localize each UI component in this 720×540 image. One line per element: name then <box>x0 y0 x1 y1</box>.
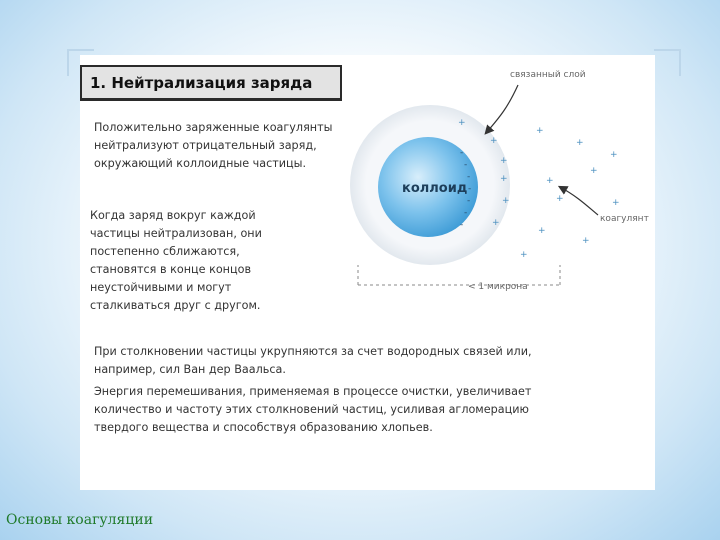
paragraph-collision: При столкновении частицы укрупняются за счет водородных связей или, например, сил Ван дер Ваальса. <box>94 345 532 376</box>
svg-text:+: + <box>492 218 500 228</box>
svg-text:+: + <box>500 174 508 184</box>
svg-text:-: - <box>464 160 468 170</box>
slide-title: 1. Нейтрализация заряда <box>80 65 342 101</box>
svg-text:+: + <box>576 138 584 148</box>
svg-text:+: + <box>556 194 564 204</box>
svg-text:+: + <box>500 156 508 166</box>
colloid-label: коллоид <box>402 181 468 196</box>
svg-text:-: - <box>467 172 471 182</box>
colloid-diagram <box>350 55 655 315</box>
paragraph-mixing: Энергия перемешивания, применяемая в процессе очистки, увеличивает количество и частоту этих столкновений частиц, усиливая агломерацию твердого вещества и способствуя образованию хлопьев. <box>94 385 532 434</box>
svg-text:+: + <box>520 250 528 260</box>
svg-text:+: + <box>502 196 510 206</box>
svg-text:+: + <box>536 126 544 136</box>
size-dimension <box>358 265 560 285</box>
slide-content <box>80 55 655 490</box>
svg-text:+: + <box>538 226 546 236</box>
svg-text:+: + <box>546 176 554 186</box>
coagulant-arrow <box>560 187 598 215</box>
paragraph-neutralization: Положительно заряженные коагулянты нейтрализуют отрицательный заряд, окружающий коллоидные частицы. <box>94 121 333 170</box>
svg-text:-: - <box>460 220 464 230</box>
coagulant-label: коагулянт <box>600 214 649 224</box>
svg-text:-: - <box>460 148 464 158</box>
size-label: < 1 микрона <box>468 282 528 292</box>
svg-text:+: + <box>610 150 618 160</box>
frame-corner-top-right <box>652 48 682 78</box>
paragraph-approach: Когда заряд вокруг каждой частицы нейтрализован, они постепенно сближаются, становятся в конце концов неустойчивыми и могут сталкиваться друг с другом. <box>90 209 262 312</box>
svg-text:+: + <box>490 136 498 146</box>
svg-text:-: - <box>468 184 472 194</box>
footer-title: Основы коагуляции <box>6 512 154 528</box>
frame-corner-top-left <box>66 48 96 78</box>
bound-layer-arrow <box>486 85 518 133</box>
svg-text:-: - <box>467 196 471 206</box>
svg-text:-: - <box>464 208 468 218</box>
svg-text:+: + <box>590 166 598 176</box>
bound-layer-label: связанный слой <box>510 70 586 80</box>
svg-text:+: + <box>458 118 466 128</box>
svg-text:+: + <box>582 236 590 246</box>
svg-text:+: + <box>612 198 620 208</box>
